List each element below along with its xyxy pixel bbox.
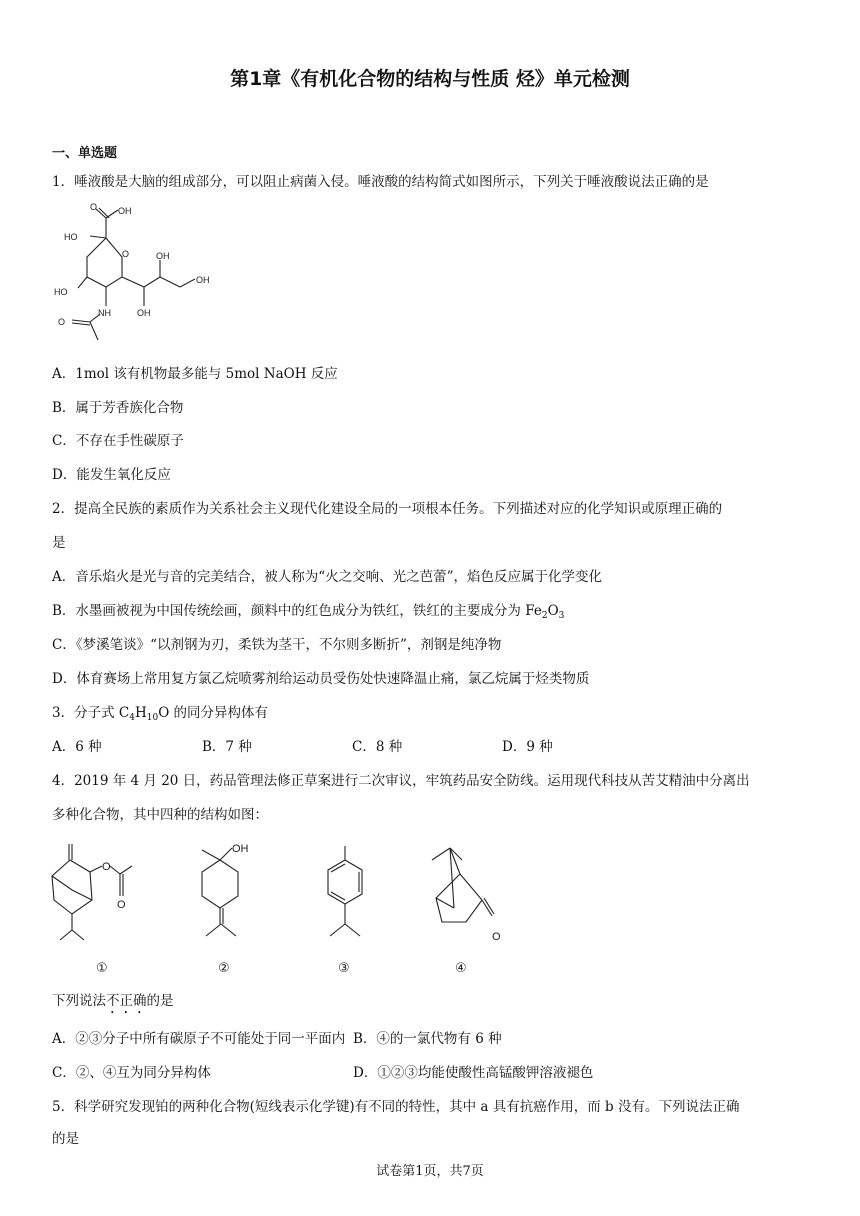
- q4-option-b: B．④的一氯代物有 6 种: [353, 1031, 502, 1047]
- q1-ho: HO: [64, 232, 78, 242]
- q4-prompt-pre: 下列说法: [52, 993, 106, 1009]
- q1-stem: 1．唾液酸是大脑的组成部分，可以阻止病菌入侵。唾液酸的结构简式如图所示，下列关于唾液酸说法正确的是: [52, 174, 709, 190]
- page-title: 第1章《有机化合物的结构与性质 烃》单元检测: [230, 68, 630, 90]
- q2-stem-line2: 是: [52, 535, 66, 551]
- q4-s1-ester-o: O: [102, 861, 111, 873]
- q2-stem-line1: 2．提高全民族的素质作为关系社会主义现代化建设全局的一项根本任务。下列描述对应的化学知识或原理正确的: [52, 501, 723, 517]
- q1-oh-chain1: OH: [156, 251, 170, 261]
- q2-sub-3: 3: [558, 611, 565, 621]
- q2-option-a: A．音乐焰火是光与音的完美结合，被人称为“火之交响、光之芭蕾”，焰色反应属于化学变化: [52, 569, 603, 585]
- q1-structure-diagram: [50, 200, 230, 348]
- q3-option-c: C．8 种: [352, 739, 403, 755]
- q4-prompt-emphasis: 不正确: [106, 993, 147, 1009]
- q1-option-d: D．能发生氧化反应: [52, 467, 171, 483]
- q1-oh-chain3: OH: [137, 308, 151, 318]
- q2-option-d: D．体育赛场上常用复方氯乙烷喷雾剂给运动员受伤处快速降温止痛，氯乙烷属于烃类物质: [52, 671, 590, 687]
- q4-s4-o: O: [492, 931, 501, 943]
- q4-label-1: ①: [96, 960, 108, 975]
- q1-amide-o: O: [58, 317, 66, 327]
- q3-sub-4: 4: [129, 713, 135, 723]
- q5-stem-line2: 的是: [52, 1131, 79, 1147]
- q4-label-2: ②: [218, 960, 230, 975]
- q3-stem-pre: 3．分子式 C: [52, 705, 130, 721]
- q4-stem-line2: 多种化合物，其中四种的结构如图：: [52, 807, 268, 823]
- q1-ho-c4: HO: [54, 287, 68, 297]
- q1-option-a: A．1mol 该有机物最多能与 5mol NaOH 反应: [52, 366, 338, 382]
- q1-oh-chain2: OH: [196, 275, 210, 285]
- q4-structures-diagram: [40, 838, 520, 978]
- q4-option-d: D．①②③均能使酸性高锰酸钾溶液褪色: [353, 1065, 594, 1081]
- q2-sub-2: 2: [541, 611, 548, 621]
- q1-carbonyl-o: O: [90, 202, 98, 212]
- q2-option-c: C．《梦溪笔谈》“以剂钢为刃，柔铁为茎干，不尔则多断折”，剂钢是纯净物: [52, 637, 502, 653]
- q4-option-a: A．②③分子中所有碳原子不可能处于同一平面内: [52, 1031, 346, 1047]
- q4-prompt-post: 的是: [146, 993, 174, 1009]
- q4-stem-line1: 4．2019 年 4 月 20 日，药品管理法修正草案进行二次审议，牢筑药品安全防线。运用现代科技从苦艾精油中分离出: [52, 773, 750, 789]
- q2-option-b: [52, 601, 564, 621]
- q2-option-b-text: B．水墨画被视为中国传统绘画，颜料中的红色成分为铁红，铁红的主要成分为 Fe: [52, 603, 542, 619]
- q1-nh: NH: [98, 308, 111, 318]
- q2-oxygen: O: [547, 603, 559, 619]
- q3-stem-post: O 的同分异构体有: [158, 705, 269, 721]
- q4-s1-carbonyl-o: O: [117, 899, 126, 911]
- q1-option-b: B．属于芳香族化合物: [52, 400, 184, 416]
- section-heading: 一、单选题: [52, 146, 118, 161]
- q1-ring-o: O: [122, 249, 130, 259]
- q1-option-c: C．不存在手性碳原子: [52, 433, 184, 449]
- q4-option-c: C．②、④互为同分异构体: [52, 1065, 211, 1081]
- q4-label-4: ④: [455, 960, 467, 975]
- page-footer: 试卷第1页，共7页: [376, 1164, 484, 1179]
- q3-option-b: B．7 种: [202, 739, 252, 755]
- q3-stem: [52, 703, 268, 723]
- q4-prompt: [52, 991, 174, 1017]
- q1-cooh-oh: OH: [118, 206, 132, 216]
- q3-option-a: A．6 种: [52, 739, 102, 755]
- q3-sub-10: 10: [146, 713, 159, 723]
- q5-stem-line1: 5．科学研究发现铂的两种化合物(短线表示化学键)有不同的特性，其中 a 具有抗癌作用，而 b 没有。下列说法正确: [52, 1099, 740, 1115]
- q3-h: H: [134, 705, 147, 721]
- q4-label-3: ③: [338, 960, 350, 975]
- q3-option-d: D．9 种: [502, 739, 553, 755]
- q4-s2-oh: OH: [232, 843, 249, 855]
